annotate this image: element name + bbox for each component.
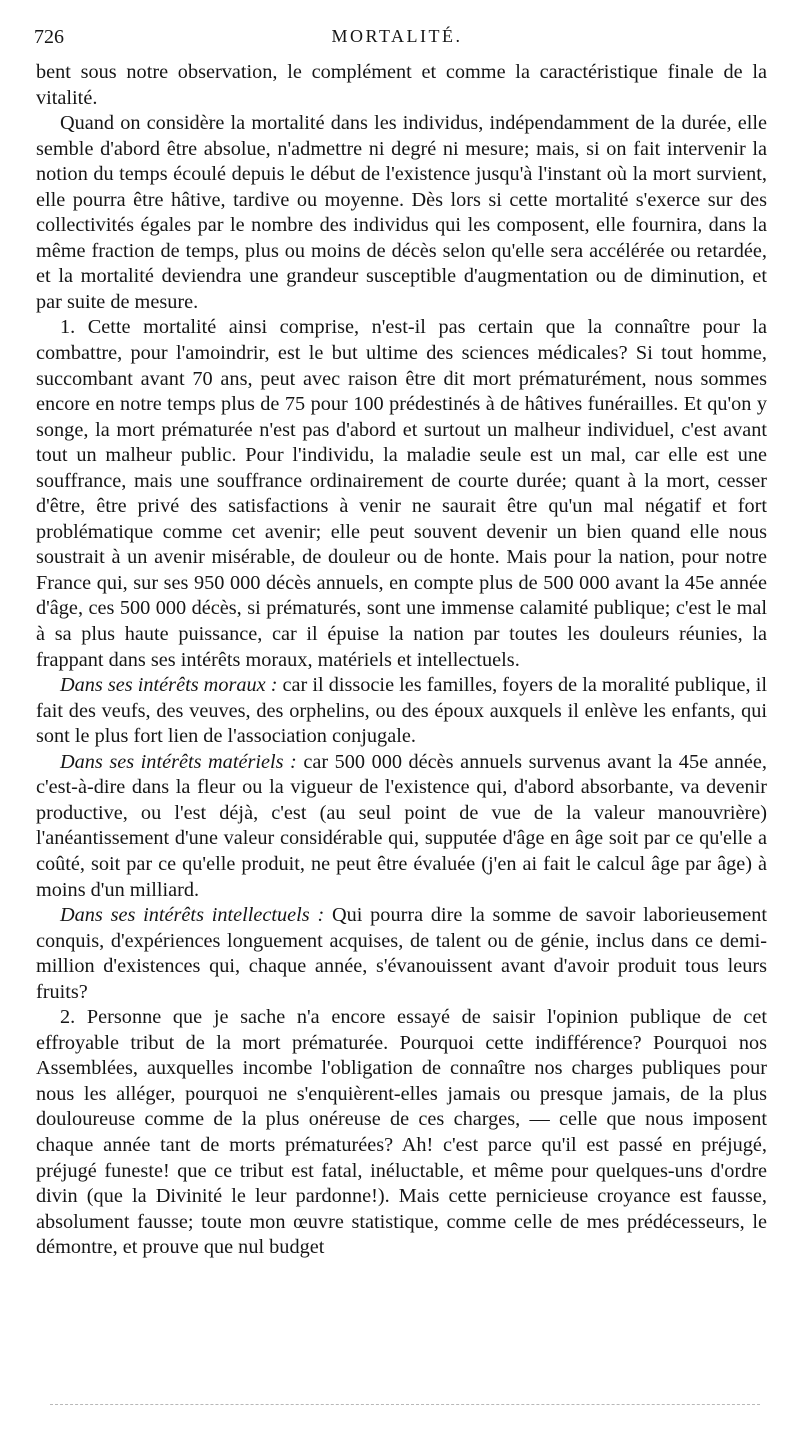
- footer-rule: [50, 1404, 760, 1405]
- body-text: [36, 60, 767, 1261]
- paragraph-text: bent sous notre observation, le complément et comme la caractéristique finale de la vitalité.: [36, 61, 767, 109]
- paragraph-section-2: [36, 1005, 767, 1260]
- paragraph-mortality-definition: [36, 111, 767, 315]
- paragraph-text: Quand on considère la mortalité dans les individus, indépendamment de la durée, elle semble d'abord être absolue, n'admettre ni degré ni mesure; mais, si on fait intervenir la notion du temps écoulé depuis le début de l'existence jusqu'à l'instant où la mort survient, elle pourra être hâtive, tardive ou moyenne. Dès lors si cette mortalité s'exerce sur des collectivités égales par le nombre des individus qui les composent, elle fournira, dans la même fraction de temps, plus ou moins de décès selon qu'elle sera accélérée ou retardée, et la mortalité deviendra une grandeur susceptible d'augmentation ou de diminution, et par suite de mesure.: [36, 112, 767, 313]
- paragraph-section-1: [36, 315, 767, 673]
- paragraph-text: Qui pourra dire la somme de savoir laborieusement conquis, d'expériences longuement acquises, de talent ou de génie, inclus dans ce demi-million d'existences qui, chaque année, s'évanouissent avant d'avoir produit tous leurs fruits?: [36, 904, 767, 1003]
- paragraph-text: car il dissocie les familles, foyers de la moralité publique, il fait des veufs, des veuves, des orphelins, ou des époux auxquels il enlève les enfants, qui sont le plus fort lien de l'association conjugale.: [36, 674, 767, 748]
- page-number: 726: [34, 26, 64, 48]
- paragraph-lead: Dans ses intérêts intellectuels :: [60, 904, 325, 927]
- page-header: [34, 26, 760, 52]
- paragraph-text: 1. Cette mortalité ainsi comprise, n'est-il pas certain que la connaître pour la combattre, pour l'amoindrir, est le but ultime des sciences médicales? Si tout homme, succombant avant 70 ans, peut avec raison être dit mort prématurément, nous sommes encore en notre temps plus de 75 pour 100 prédestinés à de hâtives funérailles. Et qu'on y songe, la mort prématurée n'est pas d'abord et surtout un malheur individuel, c'est avant tout un malheur public. Pour l'individu, la maladie seule est un mal, car elle est une souffrance, mais une souffrance ordinairement de courte durée; quant à la mort, cesser d'être, être privé des satisfactions à venir ne saurait être qu'un mal négatif et fort problématique comme cet avenir; elle peut souvent devenir un bien quand elle nous soustrait à un avenir misérable, de douleur ou de honte. Mais pour la nation, pour notre France qui, sur ses 950 000 décès annuels, en compte plus de 500 000 avant la 45e année d'âge, ces 500 000 décès, si prématurés, sont une immense calamité publique; c'est le mal à sa plus haute puissance, car il épuise la nation par toutes les douleurs réunies, la frappant dans ses intérêts moraux, matériels et intellectuels.: [36, 316, 767, 671]
- paragraph-lead: Dans ses intérêts matériels :: [60, 750, 297, 773]
- paragraph-moral-interests: [36, 673, 767, 750]
- paragraph-material-interests: [36, 750, 767, 903]
- paragraph-continuation: [36, 60, 767, 111]
- paragraph-lead: Dans ses intérêts moraux :: [60, 674, 278, 697]
- paragraph-text: car 500 000 décès annuels survenus avant la 45e année, c'est-à-dire dans la fleur ou la vigueur de l'existence qui, d'abord absorbante, va devenir productive, ou l'est déjà, c'est (au seul point de vue de la valeur manouvrière) l'anéantissement d'une valeur considérable qui, supputée d'âge en âge soit par ce qu'elle a coûté, soit par ce qu'elle produit, ne peut être évaluée (j'en ai fait le calcul âge par âge) à moins d'un milliard.: [36, 750, 767, 901]
- running-title: MORTALITÉ.: [331, 26, 463, 46]
- paragraph-intellectual-interests: [36, 903, 767, 1005]
- paragraph-text: 2. Personne que je sache n'a encore essayé de saisir l'opinion publique de cet effroyable tribut de la mort prématurée. Pourquoi cette indifférence? Pourquoi nos Assemblées, auxquelles incombe l'obligation de connaître nos charges publiques pour nous les alléger, pourquoi ne s'enquièrent-elles jamais ou presque jamais, de la plus douloureuse comme de la plus onéreuse de ces charges, — celle que nous imposent chaque année tant de morts prématurées? Ah! c'est parce qu'il est passé en préjugé, préjugé funeste! que ce tribut est fatal, inéluctable, et même pour quelques-uns d'ordre divin (que la Divinité le leur pardonne!). Mais cette pernicieuse croyance est fausse, absolument fausse; toute mon œuvre statistique, comme celle de mes prédécesseurs, le démontre, et prouve que nul budget: [36, 1006, 767, 1259]
